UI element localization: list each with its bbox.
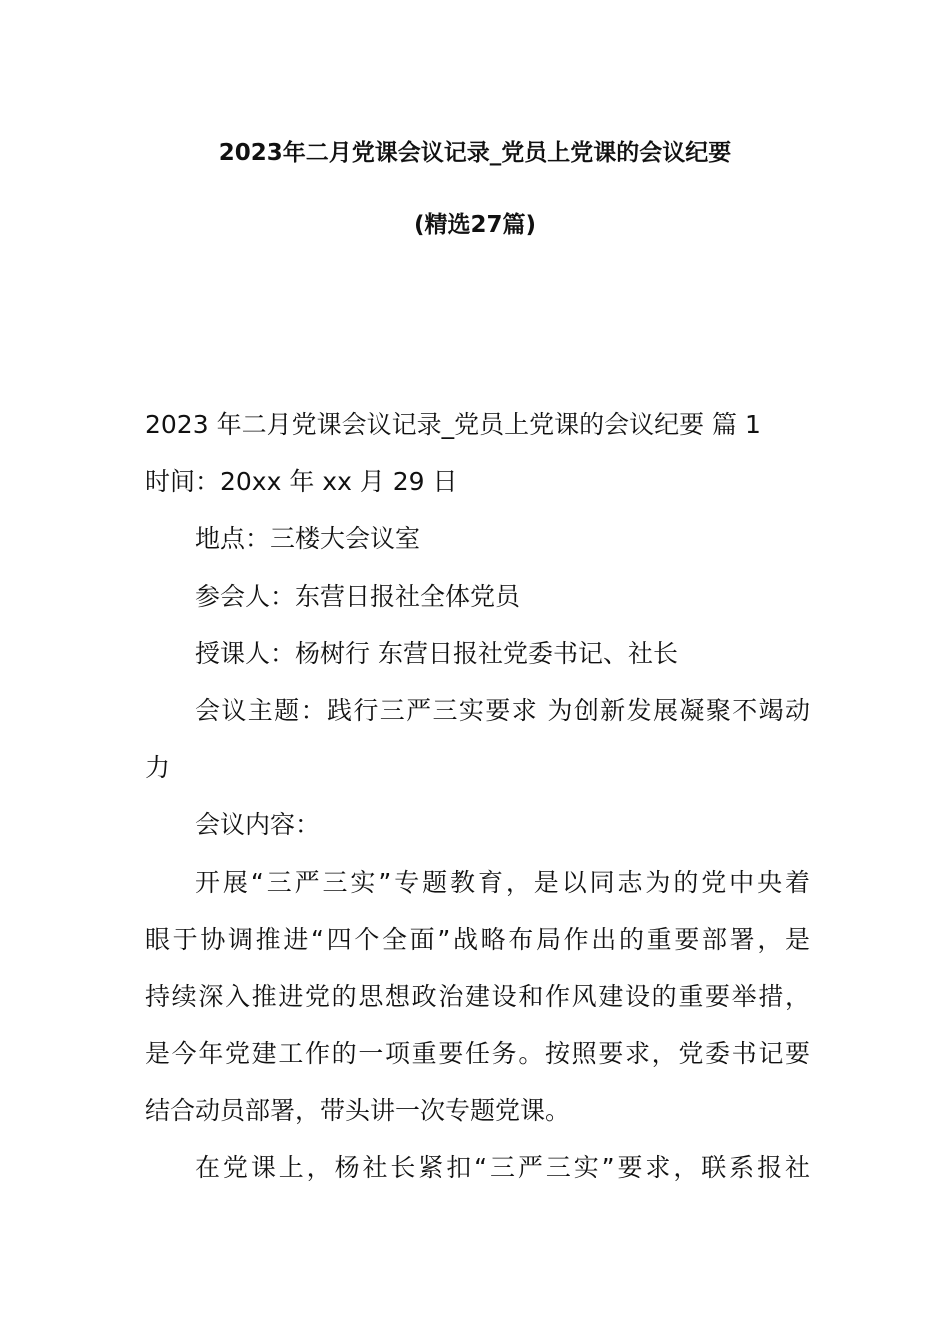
- meeting-theme: 会议主题：践行三严三实要求 为创新发展凝聚不竭动: [195, 695, 810, 725]
- meeting-attendees: 参会人：东营日报社全体党员: [195, 581, 521, 611]
- paragraph-line: 眼于协调推进“四个全面”战略布局作出的重要部署，是: [145, 924, 810, 954]
- meeting-time: 时间：20xx 年 xx 月 29 日: [145, 467, 458, 497]
- paragraph-line: 是今年党建工作的一项重要任务。按照要求，党委书记要: [145, 1039, 810, 1069]
- document-body: [145, 396, 810, 1197]
- paragraph-line: 开展“三严三实”专题教育，是以同志为的党中央着: [195, 867, 810, 897]
- document-subtitle: (精选27篇): [413, 212, 537, 238]
- meeting-theme-continued: 力: [145, 753, 171, 783]
- meeting-location: 地点：三楼大会议室: [195, 524, 421, 554]
- meeting-content-label: 会议内容：: [195, 810, 321, 840]
- meeting-lecturer: 授课人：杨树行 东营日报社党委书记、社长: [195, 638, 678, 668]
- paragraph-line: 结合动员部署，带头讲一次专题党课。: [145, 1096, 571, 1126]
- document-title: 2023年二月党课会议记录_党员上党课的会议纪要: [218, 140, 732, 166]
- section-heading: 2023 年二月党课会议记录_党员上党课的会议纪要 篇 1: [145, 410, 761, 439]
- paragraph-line: 在党课上，杨社长紧扣“三严三实”要求，联系报社: [195, 1153, 810, 1183]
- paragraph-line: 持续深入推进党的思想政治建设和作风建设的重要举措，: [145, 981, 810, 1011]
